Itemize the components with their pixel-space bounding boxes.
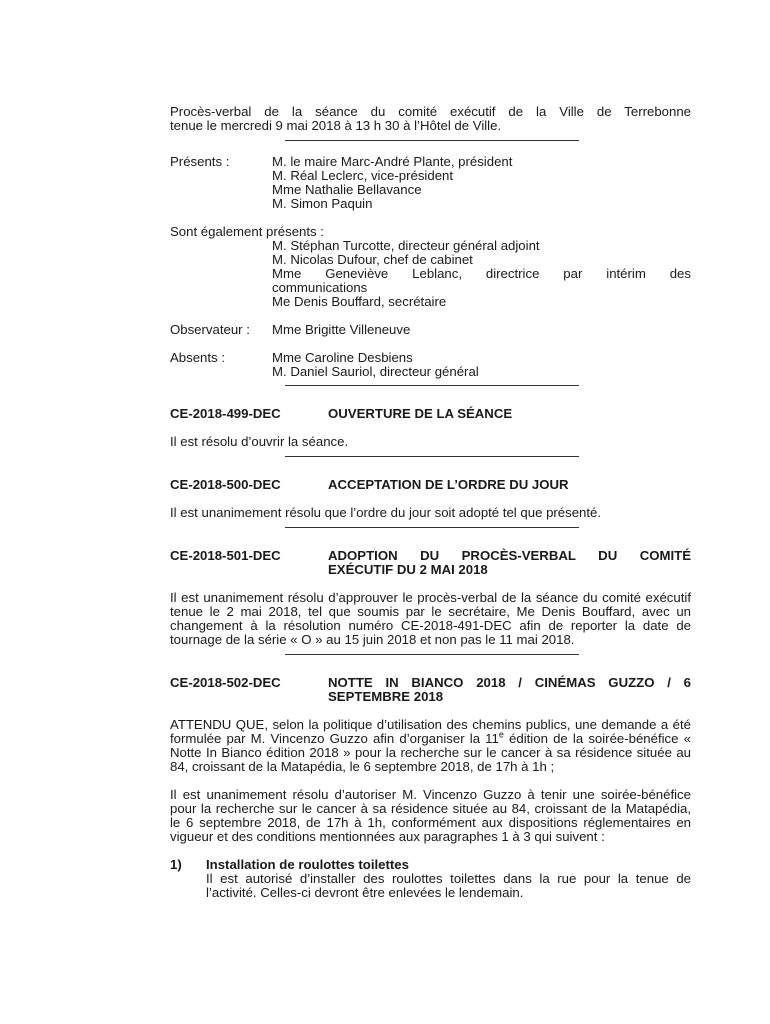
also-present-name: M. Stéphan Turcotte, directeur général adjoint (272, 238, 540, 253)
resolution-code: CE-2018-502-DEC (170, 675, 281, 690)
intro-line-1: Procès-verbal de la séance du comité exécutif de la Ville de Terrebonne (170, 104, 691, 119)
observer-label: Observateur : (170, 322, 250, 337)
resolution-text: Il est résolu d’ouvrir la séance. (170, 434, 349, 449)
absent-name: M. Daniel Sauriol, directeur général (272, 364, 479, 379)
present-name: M. le maire Marc-André Plante, président (272, 154, 513, 169)
resolution-text: Il est unanimement résolu d’approuver le procès-verbal de la séance du comité exécutif tenue le 2 mai 2018, tel que soumis par le secrétaire, Me Denis Bouffard, avec un changement à la résolution numéro CE-2018-491-DEC afin de reporter la date de tournage de la série « O » au 15 juin 2018 et non pas le 11 mai 2018. (170, 590, 691, 647)
separator-rule (285, 140, 579, 141)
condition-text: Il est autorisé d’installer des roulottes toilettes dans la rue pour la tenue de l’activité. Celles-ci devront être enlevées le lendemain. (206, 871, 691, 900)
separator-rule (285, 456, 579, 457)
resolution-text: Il est unanimement résolu d’autoriser M. Vincenzo Guzzo à tenir une soirée-bénéfice pour la recherche sur le cancer à sa résidence située au 84, croissant de la Matapédia, le 6 septembre 2018, de 17h à 1h, conformément aux dispositions réglementaires en vigueur et des conditions mentionnées aux paragraphes 1 à 3 qui suivent : (170, 787, 691, 844)
minutes-page (170, 105, 691, 900)
absent-name: Mme Caroline Desbiens (272, 350, 413, 365)
also-present-name: Mme Geneviève Leblanc, directrice par intérim des (272, 266, 691, 281)
presents-names (272, 155, 512, 211)
intro-line-2: tenue le mercredi 9 mai 2018 à 13 h 30 à l’Hôtel de Ville. (170, 118, 502, 133)
resolution-title: ACCEPTATION DE L’ORDRE DU JOUR (328, 477, 569, 492)
resolution-heading (170, 676, 691, 704)
resolution-code: CE-2018-500-DEC (170, 477, 281, 492)
also-present-name: communications (272, 280, 368, 295)
presents-label: Présents : (170, 154, 230, 169)
absents-block (170, 351, 691, 379)
resolution-title-line: SEPTEMBRE 2018 (328, 689, 444, 704)
condition-item-heading (170, 858, 691, 872)
separator-rule (285, 385, 579, 386)
observer-block (170, 323, 691, 337)
absents-label: Absents : (170, 350, 225, 365)
resolution-title: OUVERTURE DE LA SÉANCE (328, 406, 513, 421)
separator-rule (285, 654, 579, 655)
condition-heading: Installation de roulottes toilettes (206, 857, 409, 872)
present-name: Mme Nathalie Bellavance (272, 182, 422, 197)
observer-name: Mme Brigitte Villeneuve (272, 322, 411, 337)
also-present-block (170, 225, 691, 309)
resolution-code: CE-2018-501-DEC (170, 548, 281, 563)
also-present-label: Sont également présents : (170, 224, 324, 239)
resolution-title-line: EXÉCUTIF DU 2 MAI 2018 (328, 562, 488, 577)
present-name: M. Réal Leclerc, vice-président (272, 168, 454, 183)
resolution-title-line: ADOPTION DU PROCÈS-VERBAL DU COMITÉ (328, 548, 691, 563)
resolution-heading (170, 549, 691, 577)
also-present-name: Me Denis Bouffard, secrétaire (272, 294, 447, 309)
attendu-text: ATTENDU QUE, selon la politique d’utilisation des chemins publics, une demande a été formulée par M. Vincenzo Guzzo afin d’organiser la 11 (170, 717, 691, 746)
resolution-code: CE-2018-499-DEC (170, 406, 281, 421)
absents-names (272, 351, 479, 379)
also-present-name: M. Nicolas Dufour, chef de cabinet (272, 252, 473, 267)
resolution-title (328, 676, 691, 704)
present-name: M. Simon Paquin (272, 196, 373, 211)
also-present-names (170, 239, 691, 309)
resolution-heading (170, 407, 691, 421)
resolution-title (328, 549, 691, 577)
separator-rule (285, 527, 579, 528)
presents-block (170, 155, 691, 211)
condition-number: 1) (170, 857, 182, 872)
ordinal-suffix: e (498, 729, 504, 740)
resolution-title-line: NOTTE IN BIANCO 2018 / CINÉMAS GUZZO / 6 (328, 675, 691, 690)
attendu-paragraph (170, 718, 691, 774)
resolution-text: Il est unanimement résolu que l’ordre du jour soit adopté tel que présenté. (170, 505, 602, 520)
resolution-heading (170, 478, 691, 492)
attendu-text: édition de la soirée-bénéfice « Notte In Bianco édition 2018 » pour la recherche sur le cancer à sa résidence située au 84, croissant de la Matapédia, le 6 septembre 2018, de 17h à 1h ; (170, 731, 691, 774)
